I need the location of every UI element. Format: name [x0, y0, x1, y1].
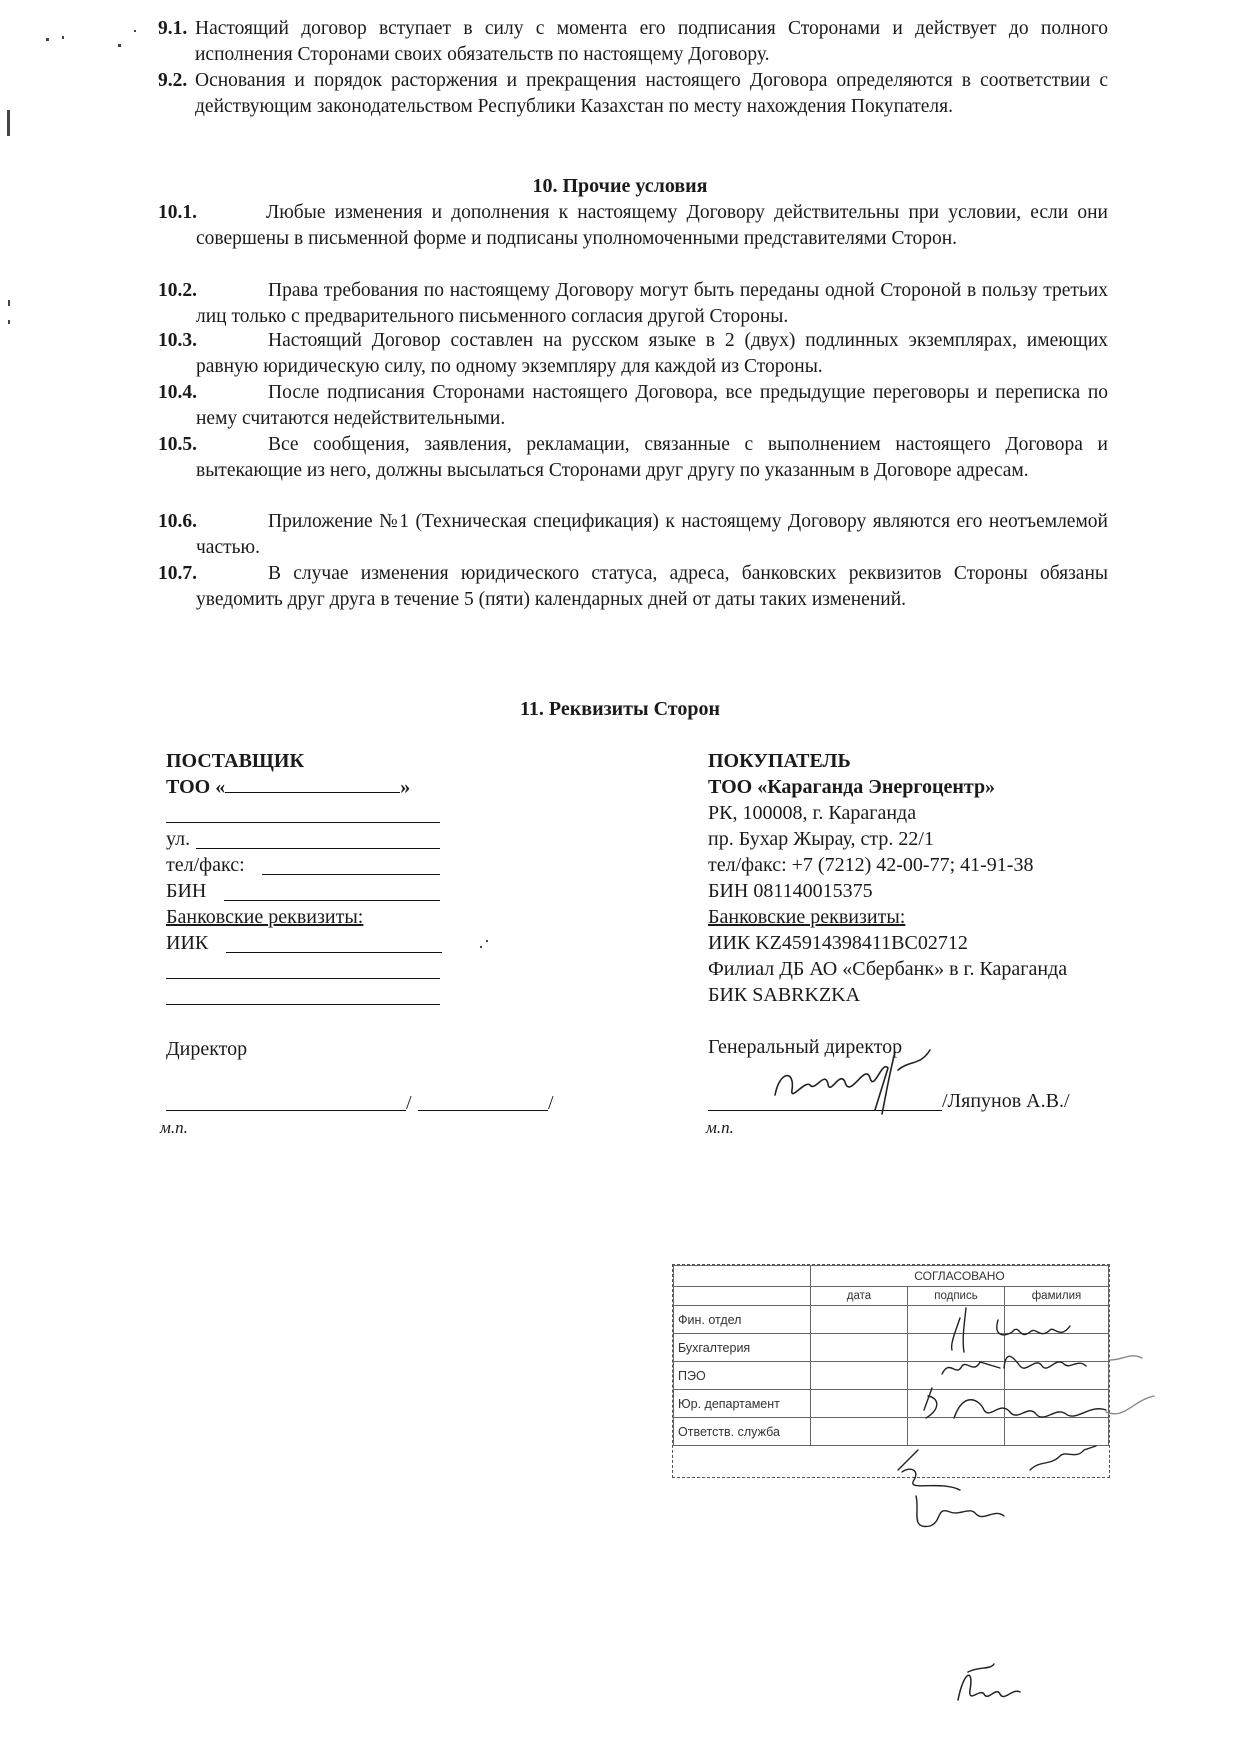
clause-10-2	[158, 278, 1108, 329]
clause-number: 10.1.	[158, 202, 197, 223]
supplier-phone	[166, 852, 245, 878]
buyer-address-2: пр. Бухар Жырау, стр. 22/1	[708, 828, 934, 850]
clause-number: 10.5.	[158, 434, 197, 455]
clause-text: Любые изменения и дополнения к настоящему Договору действительны при условии, если они совершены в письменной форме и подписаны уполномоченными представителями Сторон.	[196, 202, 1108, 249]
street-label: ул.	[166, 828, 191, 850]
clause-number: 10.7.	[158, 563, 197, 584]
clause-number: 9.1.	[158, 18, 188, 39]
buyer-director-name: /Ляпунов А.В./	[942, 1090, 1070, 1112]
supplier-bank-label: Банковские реквизиты:	[166, 906, 364, 928]
company-name-blank	[225, 774, 400, 793]
clause-number: 9.2.	[158, 70, 188, 91]
supplier-heading: ПОСТАВЩИК	[166, 750, 304, 772]
clause-10-7	[158, 561, 1108, 612]
approval-row	[674, 1418, 1109, 1446]
approval-row	[674, 1334, 1109, 1362]
scan-speck	[118, 44, 121, 47]
clause-text: Настоящий договор вступает в силу с момента его подписания Сторонами и действует до полного исполнения Сторонами своих обязательств по настоящему Договору.	[195, 18, 1108, 65]
signature-slash: /	[548, 1092, 554, 1114]
column-date: дата	[811, 1287, 908, 1306]
scan-speck	[8, 300, 10, 306]
supplier-iik	[166, 930, 208, 956]
approval-stamp	[672, 1264, 1110, 1478]
scan-speck	[62, 36, 64, 39]
scan-speck	[8, 320, 10, 324]
clause-text: Основания и порядок расторжения и прекращения настоящего Договора определяются в соответствии с действующим законодательством Республики Казахстан по месту нахождения Покупателя.	[195, 70, 1108, 117]
approval-row	[674, 1306, 1109, 1334]
clause-9-1	[158, 16, 1108, 67]
clause-10-6	[158, 509, 1108, 560]
approval-title: СОГЛАСОВАНО	[811, 1266, 1109, 1287]
section-11-title: 11. Реквизиты Сторон	[520, 698, 720, 720]
bin-blank	[224, 900, 440, 901]
clause-text: Все сообщения, заявления, рекламации, связанные с выполнением настоящего Договора и вытекающие из него, должны высылаться Сторонами друг другу по указанным в Договоре адресам.	[196, 434, 1108, 481]
column-signature: подпись	[908, 1287, 1005, 1306]
clause-10-1	[158, 200, 1108, 251]
supplier-block	[166, 748, 410, 800]
department-label: ПЭО	[674, 1362, 811, 1390]
department-label: Ответств. служба	[674, 1418, 811, 1446]
clause-10-3	[158, 328, 1108, 379]
buyer-address-1: РК, 100008, г. Караганда	[708, 802, 917, 824]
clause-10-5	[158, 432, 1108, 483]
buyer-director-label: Генеральный директор	[708, 1036, 903, 1058]
buyer-bik: БИК SABRKZKA	[708, 984, 861, 1006]
buyer-stamp-place: м.п.	[706, 1118, 734, 1137]
supplier-blank-line	[166, 978, 440, 979]
phone-blank	[262, 874, 440, 875]
buyer-heading: ПОКУПАТЕЛЬ	[708, 750, 851, 772]
scan-speck	[486, 940, 488, 942]
supplier-street	[166, 826, 190, 852]
bin-label: БИН	[166, 880, 207, 902]
department-label: Юр. департамент	[674, 1390, 811, 1418]
supplier-director-label: Директор	[166, 1038, 248, 1060]
buyer-block	[708, 748, 1067, 1008]
approval-row	[674, 1362, 1109, 1390]
buyer-iik: ИИК KZ45914398411BC02712	[708, 932, 968, 954]
supplier-company	[166, 774, 410, 800]
scan-speck	[480, 946, 482, 948]
scan-speck	[7, 110, 10, 136]
supplier-name-line	[418, 1110, 548, 1111]
clause-9-2	[158, 68, 1108, 119]
page-initials	[950, 1660, 1030, 1710]
supplier-bin	[166, 878, 206, 904]
buyer-bank: Филиал ДБ АО «Сбербанк» в г. Караганда	[708, 958, 1068, 980]
clause-number: 10.4.	[158, 382, 197, 403]
department-label: Фин. отдел	[674, 1306, 811, 1334]
supplier-signature-line	[166, 1110, 406, 1111]
iik-label: ИИК	[166, 932, 209, 954]
phone-label: тел/факс:	[166, 854, 245, 876]
scan-speck	[46, 38, 49, 41]
buyer-signature-line	[708, 1110, 942, 1111]
buyer-bank-label: Банковские реквизиты:	[708, 906, 906, 928]
approval-table	[673, 1265, 1109, 1446]
company-prefix: ТОО «	[166, 776, 226, 798]
iik-blank	[226, 952, 442, 953]
supplier-blank-line	[166, 1004, 440, 1005]
section-10-title: 10. Прочие условия	[532, 175, 708, 197]
buyer-company: ТОО «Караганда Энергоцентр»	[708, 776, 996, 798]
street-blank	[196, 848, 440, 849]
clause-text: После подписания Сторонами настоящего Договора, все предыдущие переговоры и переписка по нему считаются недействительными.	[196, 382, 1108, 429]
clause-text: Права требования по настоящему Договору могут быть переданы одной Стороной в пользу третьих лиц только с предварительного письменного согласия другой Стороны.	[196, 280, 1108, 327]
approval-row	[674, 1390, 1109, 1418]
supplier-stamp-place: м.п.	[160, 1118, 188, 1137]
clause-number: 10.6.	[158, 511, 197, 532]
clause-number: 10.2.	[158, 280, 197, 301]
scan-speck	[134, 30, 136, 32]
company-suffix: »	[400, 776, 411, 798]
buyer-bin: БИН 081140015375	[708, 880, 873, 902]
clause-text: Настоящий Договор составлен на русском языке в 2 (двух) подлинных экземплярах, имеющих равную юридическую силу, по одному экземпляру для каждой из Стороны.	[196, 330, 1108, 377]
buyer-phone: тел/факс: +7 (7212) 42-00-77; 41-91-38	[708, 854, 1034, 876]
signature-slash: /	[406, 1092, 412, 1114]
supplier-blank-line	[166, 822, 440, 823]
clause-10-4	[158, 380, 1108, 431]
department-label: Бухгалтерия	[674, 1334, 811, 1362]
column-surname: фамилия	[1005, 1287, 1109, 1306]
clause-text: В случае изменения юридического статуса, адреса, банковских реквизитов Стороны обязаны уведомить друг друга в течение 5 (пяти) календарных дней от даты таких изменений.	[196, 563, 1108, 610]
clause-number: 10.3.	[158, 330, 197, 351]
clause-text: Приложение №1 (Техническая спецификация) к настоящему Договору являются его неотъемлемой частью.	[196, 511, 1108, 558]
